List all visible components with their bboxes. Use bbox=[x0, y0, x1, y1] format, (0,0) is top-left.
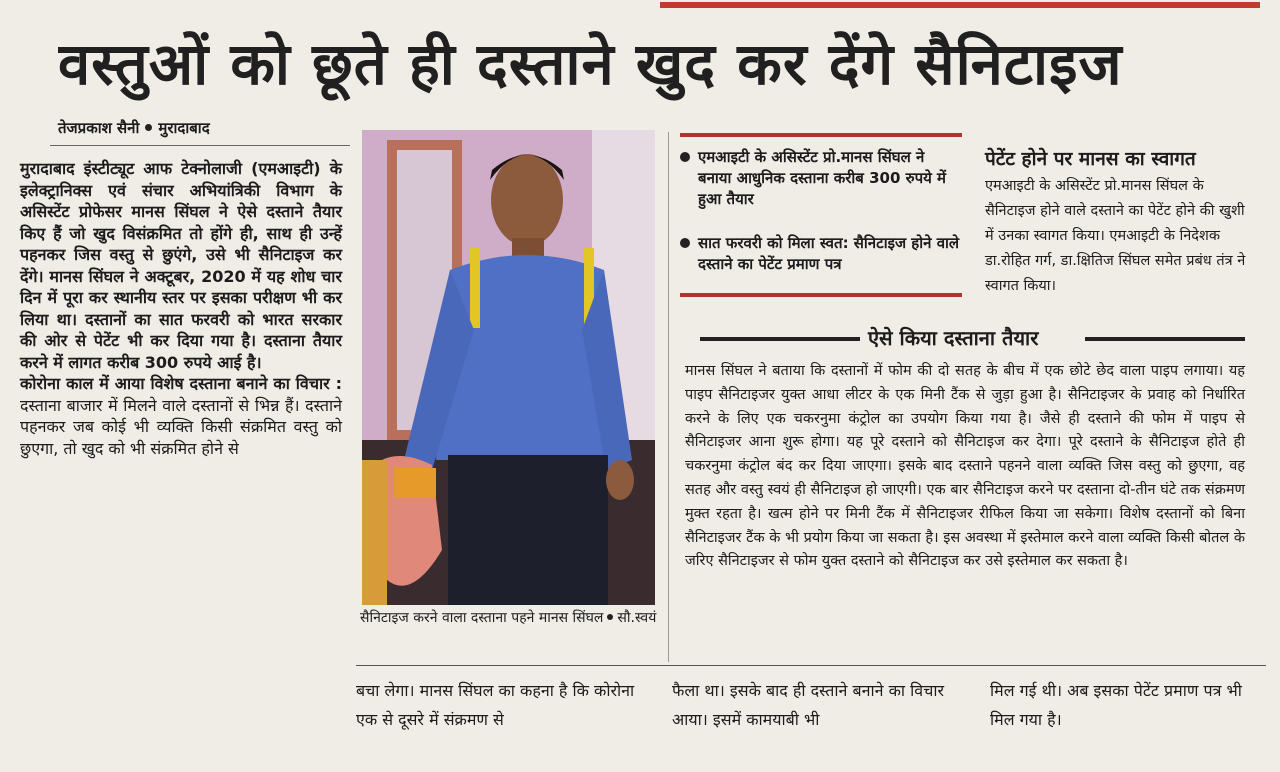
sidebar-title: पेटेंट होने पर मानस का स्वागत bbox=[985, 148, 1196, 170]
headline: वस्तुओं को छूते ही दस्ताने खुद कर देंगे सैनिटाइज bbox=[58, 30, 1123, 98]
highlight-text: एमआइटी के असिस्टेंट प्रो.मानस सिंघल ने बनाया आधुनिक दस्ताना करीब 300 रुपये में हुआ तैयार bbox=[698, 148, 947, 208]
highlights-bottom-rule bbox=[680, 293, 962, 297]
caption-credit: सौ.स्वयं bbox=[617, 610, 657, 626]
bullet-icon bbox=[607, 614, 613, 620]
top-red-rule bbox=[660, 2, 1260, 8]
highlight-item bbox=[680, 147, 962, 210]
section-rule-right bbox=[1085, 337, 1245, 341]
photo-illustration bbox=[362, 130, 655, 605]
column-divider bbox=[668, 132, 669, 662]
left-column bbox=[20, 158, 342, 459]
photo-caption bbox=[360, 608, 660, 628]
bottom-column-3: मिल गई थी। अब इसका पेटेंट प्रमाण पत्र भी मिल गया है। bbox=[990, 681, 1242, 729]
second-paragraph bbox=[20, 373, 342, 459]
bullet-icon bbox=[145, 124, 152, 131]
bottom-rule bbox=[356, 665, 1266, 666]
bottom-column-2: फैला था। इसके बाद ही दस्ताने बनाने का विचार आया। इसमें कामयाबी भी bbox=[672, 681, 945, 729]
second-paragraph-text: दस्ताना बाजार में मिलने वाले दस्तानों से भिन्न हैं। दस्ताने पहनकर जब कोई भी व्यक्ति किसी संक्रमित वस्तु को छुएगा, तो खुद को भी संक्रमित होने से bbox=[20, 395, 342, 458]
bullet-icon bbox=[680, 152, 690, 162]
lead-paragraph: मुरादाबाद इंस्टीट्यूट आफ टेक्नोलाजी (एमआइटी) के इलेक्ट्रानिक्स एवं संचार अभियांत्रिकी विभाग के असिस्टेंट प्रोफेसर मानस सिंघल ने ऐसे दस्ताने तैयार किए हैं जो खुद विसंक्रमित तो होंगे ही, साथ ही उन्हें पहनकर जिस वस्तु से छुएंगे, उसे भी सैनिटाइज कर देंगे। मानस सिंघल ने अक्टूबर, 2020 में यह शोध चार दिन में पूरा कर स्थानीय स्तर पर इसका परीक्षण भी कर लिया था। दस्तानों का सात फरवरी को भारत सरकार की ओर से पेटेंट भी कर दिया गया है। दस्ताना तैयार करने में लागत करीब 300 रुपये आई है। bbox=[20, 159, 342, 372]
bottom-column-1: बचा लेगा। मानस सिंघल का कहना है कि कोरोना एक से दूसरे में संक्रमण से bbox=[356, 681, 635, 729]
highlights-top-rule bbox=[680, 133, 962, 137]
highlight-text: सात फरवरी को मिला स्वत: सैनिटाइज होने वाले दस्ताने का पेटेंट प्रमाण पत्र bbox=[698, 234, 960, 273]
byline-place: मुरादाबाद bbox=[158, 119, 210, 137]
byline bbox=[58, 118, 210, 138]
photo bbox=[362, 130, 655, 605]
highlight-item bbox=[680, 233, 962, 275]
caption-text: सैनिटाइज करने वाला दस्ताना पहने मानस सिंघल bbox=[360, 610, 604, 626]
section-title: ऐसे किया दस्ताना तैयार bbox=[868, 326, 1039, 350]
byline-author: तेजप्रकाश सैनी bbox=[58, 119, 140, 137]
sidebar-text: एमआइटी के असिस्टेंट प्रो.मानस सिंघल के सैनिटाइज होने वाले दस्ताने का पेटेंट होने की खुशी में उनका स्वागत किया। एमआइटी के निदेशक डा.रोहित गर्ग, डा.क्षितिज सिंघल समेत प्रबंध तंत्र ने स्वागत किया। bbox=[985, 178, 1246, 294]
section-rule-left bbox=[700, 337, 860, 341]
bullet-icon bbox=[680, 238, 690, 248]
byline-rule bbox=[50, 145, 350, 146]
subhead: कोरोना काल में आया विशेष दस्ताना बनाने का विचार : bbox=[20, 374, 342, 393]
highlights-box bbox=[680, 133, 962, 298]
section-body: मानस सिंघल ने बताया कि दस्तानों में फोम की दो सतह के बीच में एक छोटे छेद वाला पाइप लगाया। यह पाइप सैनिटाइजर युक्त आधा लीटर के एक मिनी टैंक से जुड़ा हुआ है। सैनिटाइजर के प्रवाह को निर्धारित करने के लिए एक चकरनुमा कंट्रोल का उपयोग किया गया है। जैसे ही दस्ताने की फोम में पाइप से सैनिटाइजर आना शुरू होगा। यह पूरे दस्ताने को सैनिटाइज कर देगा। पूरे दस्ताने के सैनिटाइज होते ही चकरनुमा कंट्रोल बंद कर दिया जाएगा। इसके बाद दस्ताने पहनने वाला व्यक्ति जिस वस्तु को छुएगा, वह सतह और वस्तु स्वयं ही सैनिटाइज हो जाएगी। एक बार सैनिटाइज करने पर दस्ताना दो-तीन घंटे तक संक्रमण मुक्त रहता है। खत्म होने पर मिनी टैंक में सैनिटाइजर रीफिल किया जा सकेगा। विशेष दस्तानों को बिना सैनिटाइजर टैंक के भी प्रयोग किया जा सकता है। इस अवस्था में इस्तेमाल करने वाला व्यक्ति किसी बोतल के जरिए सैनिटाइजर से फोम युक्त दस्ताने को सैनिटाइज कर उसे इस्तेमाल कर सकता है। bbox=[685, 363, 1245, 570]
